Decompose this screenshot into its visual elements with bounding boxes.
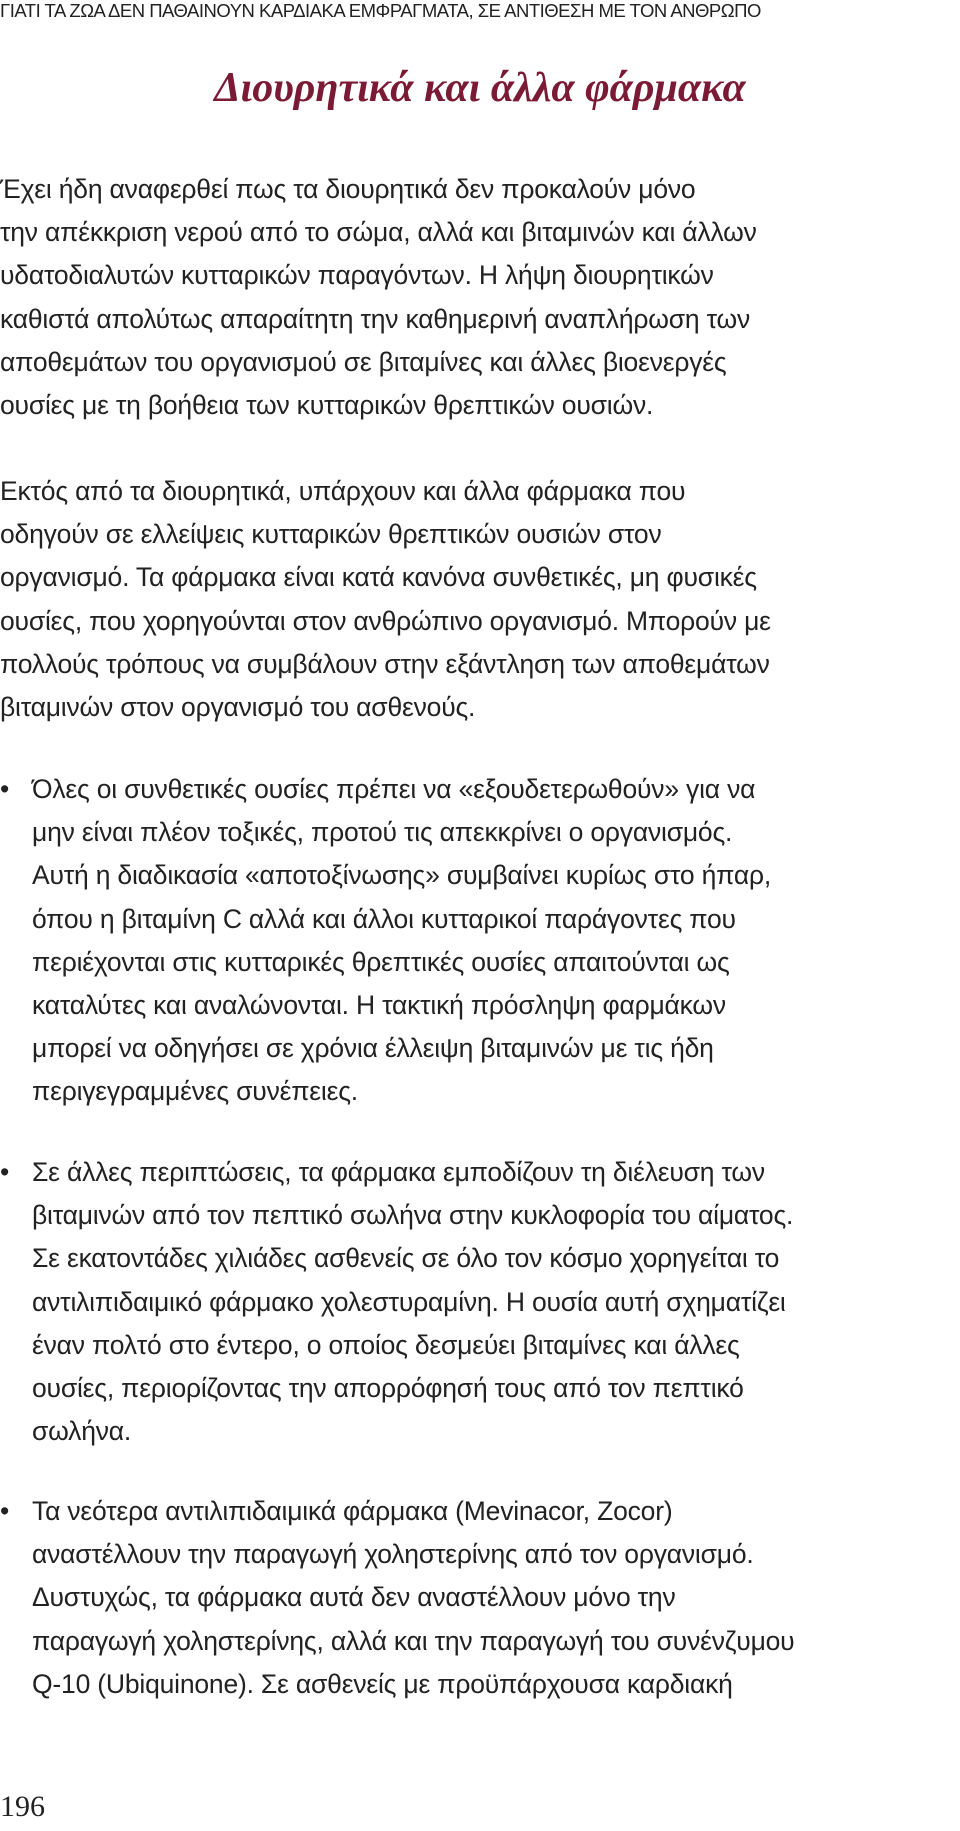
bullet-item-1 — [0, 768, 960, 1114]
text-line: βιταμινών στον οργανισμό του ασθενούς. — [0, 692, 476, 723]
text-line: ουσίες, που χορηγούνται στον ανθρώπινο οργανισμό. Μπορούν με — [0, 605, 771, 636]
text-line: σωλήνα. — [32, 1416, 132, 1447]
text-line: καταλύτες και αναλώνονται. Η τακτική πρόσληψη φαρμάκων — [32, 990, 726, 1021]
text-line: έναν πολτό στο έντερο, ο οποίος δεσμεύει βιταμίνες και άλλες — [32, 1329, 740, 1360]
paragraph-2 — [0, 470, 960, 729]
text-line: υδατοδιαλυτών κυτταρικών παραγόντων. Η λήψη διουρητικών — [0, 260, 714, 291]
bullet-marker: • — [0, 1157, 10, 1187]
paragraph — [0, 168, 960, 427]
bullet-marker: • — [0, 774, 10, 804]
text-line: καθιστά απολύτως απαραίτητη την καθημερινή αναπλήρωση των — [0, 303, 751, 334]
running-head: ΓΙΑΤΙ ΤΑ ΖΩΑ ΔΕΝ ΠΑΘΑΙΝΟΥΝ ΚΑΡΔΙΑΚΑ ΕΜΦΡΑΓΜΑΤΑ, ΣΕ ΑΝΤΙΘΕΣΗ ΜΕ ΤΟΝ ΑΝΘΡΩΠΟ — [0, 0, 761, 21]
text-line: περιέχονται στις κυτταρικές θρεπτικές ουσίες απαιτούνται ως — [32, 946, 730, 977]
text-line: οργανισμό. Τα φάρμακα είναι κατά κανόνα συνθετικές, μη φυσικές — [0, 562, 757, 593]
text-line: βιταμινών από τον πεπτικό σωλήνα στην κυκλοφορία του αίματος. — [32, 1200, 794, 1231]
text-line: μην είναι πλέον τοξικές, προτού τις απεκκρίνει ο οργανισμός. — [32, 817, 733, 848]
text-line: ουσίες, περιορίζοντας την απορρόφησή τους από τον πεπτικό — [32, 1373, 744, 1404]
text-line: Έχει ήδη αναφερθεί πως τα διουρητικά δεν προκαλούν μόνο — [0, 174, 696, 204]
text-line: παραγωγή χοληστερίνης, αλλά και την παραγωγή του συνένζυμου — [32, 1625, 795, 1656]
text-line: Q-10 (Ubiquinone). Σε ασθενείς με προϋπάρχουσα καρδιακή — [32, 1668, 733, 1699]
bullet-list-item — [0, 1151, 960, 1453]
paragraph — [0, 470, 960, 729]
text-line: μπορεί να οδηγήσει σε χρόνια έλλειψη βιταμινών με τις ήδη — [32, 1033, 714, 1064]
text-line: Εκτός από τα διουρητικά, υπάρχουν και άλλα φάρμακα που — [0, 476, 686, 506]
text-line: αντιλιπιδαιμικό φάρμακο χολεστυραμίνη. Η ουσία αυτή σχηματίζει — [32, 1286, 786, 1317]
page-number: 196 — [0, 1790, 45, 1823]
text-line: οδηγούν σε ελλείψεις κυτταρικών θρεπτικών ουσιών στον — [0, 519, 662, 550]
bullet-item-2 — [0, 1151, 960, 1453]
text-line: Σε άλλες περιπτώσεις, τα φάρμακα εμποδίζουν τη διέλευση των — [32, 1157, 765, 1187]
text-line: αναστέλλουν την παραγωγή χοληστερίνης από τον οργανισμό. — [32, 1539, 754, 1570]
text-line: Αυτή η διαδικασία «αποτοξίνωσης» συμβαίνει κυρίως στο ήπαρ, — [32, 860, 771, 891]
text-line: όπου η βιταμίνη C αλλά και άλλοι κυτταρικοί παράγοντες που — [32, 903, 736, 934]
text-line: Τα νεότερα αντιλιπιδαιμικά φάρμακα (Mevinacor, Zocor) — [32, 1496, 673, 1526]
bullet-item-3 — [0, 1490, 960, 1706]
text-line: Όλες οι συνθετικές ουσίες πρέπει να «εξουδετερωθούν» για να — [32, 774, 756, 804]
text-line: ουσίες με τη βοήθεια των κυτταρικών θρεπτικών ουσιών. — [0, 390, 654, 421]
text-line: αποθεμάτων του οργανισμού σε βιταμίνες και άλλες βιοενεργές — [0, 346, 727, 377]
bullet-list-item — [0, 1490, 960, 1706]
text-line: Σε εκατοντάδες χιλιάδες ασθενείς σε όλο τον κόσμο χορηγείται το — [32, 1243, 780, 1274]
text-line: πολλούς τρόπους να συμβάλουν στην εξάντληση των αποθεμάτων — [0, 648, 770, 679]
text-line: περιγεγραμμένες συνέπειες. — [32, 1076, 358, 1107]
text-line: Δυστυχώς, τα φάρμακα αυτά δεν αναστέλλουν μόνο την — [32, 1582, 676, 1613]
section-title: Διουρητικά και άλλα φάρμακα — [214, 65, 746, 111]
paragraph-1 — [0, 168, 960, 427]
bullet-list-item — [0, 768, 960, 1114]
text-line: την απέκκριση νερού από το σώμα, αλλά και βιταμινών και άλλων — [0, 217, 757, 248]
bullet-marker: • — [0, 1496, 10, 1526]
